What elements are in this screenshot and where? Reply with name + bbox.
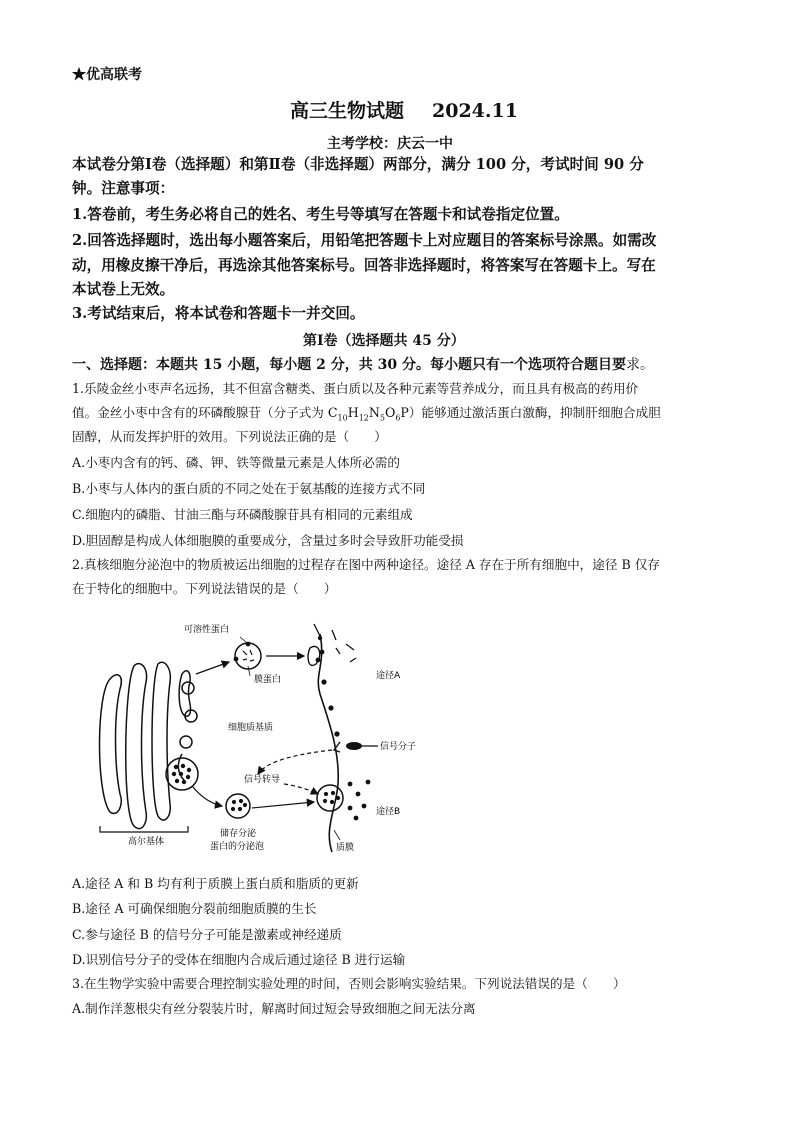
arrow-storage-to-membrane (252, 802, 314, 808)
formula-sub-n: 5 (379, 413, 385, 423)
arrow-golgi-to-storage (192, 786, 222, 806)
note-1: 1.答卷前，考生务必将自己的姓名、考生号等填写在答题卡和试卷指定位置。 (72, 206, 569, 223)
note-3: 3.考试结束后，将本试卷和答题卡一并交回。 (72, 305, 365, 322)
fusing-vesicle (308, 646, 320, 665)
section-heading (72, 354, 654, 374)
q1-line-1: 1.乐陵金丝小枣声名远扬，其不但富含糖类、蛋白质以及各种元素等营养成分，而且具有极高的药用价 (72, 381, 639, 396)
q1-option-a: A.小枣内含有的钙、磷、钾、铁等微量元素是人体所必需的 (72, 455, 400, 470)
golgi-apparatus (100, 662, 198, 828)
formula-h: H (347, 405, 359, 420)
arrow-golgi-to-route-a (196, 662, 229, 674)
label-route-b: 途径B (376, 807, 401, 817)
label-signal-transduction: 信号转导 (244, 775, 281, 785)
note-2-line-3: 本试卷上无效。 (72, 281, 175, 298)
note-2-line-1: 2.回答选择题时，选出每小题答案后，用铅笔把答题卡上对应题目的答案标号涂黑。如需改 (72, 232, 657, 249)
golgi-bracket (100, 826, 188, 832)
route-a-vesicle (234, 642, 261, 669)
signal-transduction-arrow-1 (258, 750, 332, 774)
label-vesicle-line-2: 蛋白的分泌泡 (210, 842, 265, 852)
intro-line-2: 钟。注意事项： (72, 180, 175, 197)
q1-option-c: C.细胞内的磷脂、甘油三酯与环磷酸腺苷具有相同的元素组成 (72, 507, 413, 522)
section-heading-tail: 求。 (625, 357, 654, 373)
label-golgi: 高尔基体 (128, 837, 165, 847)
q2-line-1: 2.真核细胞分泌泡中的物质被运出细胞的过程存在图中两种途径。途径 A 存在于所有细胞中，途径 B 仅存 (72, 557, 660, 572)
leader-membrane-protein (248, 666, 250, 676)
note-2-line-2: 动，用橡皮擦干净后，再选涂其他答案标号。回答非选择题时，将答案写在答题卡上。写在 (72, 257, 656, 274)
leader-plasma-membrane (334, 830, 340, 840)
q2-option-d: D.识别信号分子的受体在细胞内合成后通过途径 B 进行运输 (72, 952, 406, 967)
exam-series-label: ★优高联考 (72, 67, 142, 83)
q1-option-b: B.小枣与人体内的蛋白质的不同之处在于氨基酸的连接方式不同 (72, 481, 426, 496)
part-1-heading: 第Ⅰ卷（选择题共 45 分） (303, 333, 465, 349)
label-soluble-protein: 可溶性蛋白 (184, 625, 230, 635)
exam-date: 2024.11 (432, 100, 518, 122)
formula-sub-h: 12 (358, 413, 369, 423)
q1-line-3: 固醇，从而发挥护肝的效用。下列说法正确的是（ ） (72, 429, 387, 444)
label-route-a: 途径A (376, 671, 401, 681)
leader-soluble-protein (240, 637, 246, 642)
section-heading-text: 一、选择题：本题共 15 小题，每小题 2 分，共 30 分。每小题只有一个选项符合题目要 (72, 357, 626, 373)
q2-option-c: C.参与途径 B 的信号分子可能是激素或神经递质 (72, 927, 342, 942)
q3-option-a: A.制作洋葱根尖有丝分裂装片时，解离时间过短会导致细胞之间无法分离 (72, 1001, 476, 1016)
q2-line-2: 在于特化的细胞中。下列说法错误的是（ ） (72, 581, 337, 596)
formula-n: N (368, 405, 380, 420)
q2-option-a: A.途径 A 和 B 均有利于质膜上蛋白质和脂质的更新 (72, 876, 359, 891)
label-cytoplasm: 细胞质基质 (228, 723, 274, 733)
q1-line-2-post: 能够通过激活蛋白激酶，抑制肝细胞合成胆 (421, 405, 661, 420)
q3-line-1: 3.在生物学实验中需要合理控制实验处理的时间，否则会影响实验结果。下列说法错误的是（ ） (72, 976, 626, 991)
plasma-membrane (318, 634, 338, 852)
formula-sub-c: 10 (337, 413, 348, 423)
intro-line-1: 本试卷分第Ⅰ卷（选择题）和第Ⅱ卷（非选择题）两部分，满分 100 分，考试时间 90 分 (72, 156, 644, 173)
golgi-vesicle (166, 758, 198, 790)
route-b-vesicle (317, 780, 370, 821)
signal-transduction-arrow-2 (284, 784, 318, 794)
host-school: 主考学校：庆云一中 (327, 136, 453, 152)
signal-molecule (346, 742, 362, 750)
q2-option-b: B.途径 A 可确保细胞分裂前细胞质膜的生长 (72, 901, 317, 916)
exam-title-text: 高三生物试题 (290, 100, 405, 122)
label-signal-molecule: 信号分子 (380, 742, 417, 752)
q1-option-d: D.胆固醇是构成人体细胞膜的重要成分，含量过多时会导致肝功能受损 (72, 533, 464, 548)
label-vesicle-line-1: 储存分泌 (220, 829, 257, 839)
secretion-pathway-diagram (88, 604, 428, 866)
released-protein-dot (318, 636, 322, 640)
label-plasma-membrane: 质膜 (336, 843, 355, 853)
exam-title (290, 96, 518, 123)
formula-o: O (385, 405, 396, 420)
label-membrane-protein: 膜蛋白 (254, 675, 282, 685)
formula-p: P） (400, 405, 422, 420)
q1-line-2-pre: 值。金丝小枣中含有的环磷酸腺苷（分子式为 C (72, 405, 338, 420)
storage-secretory-vesicle (226, 794, 250, 818)
formula-sub-o: 6 (395, 413, 401, 423)
